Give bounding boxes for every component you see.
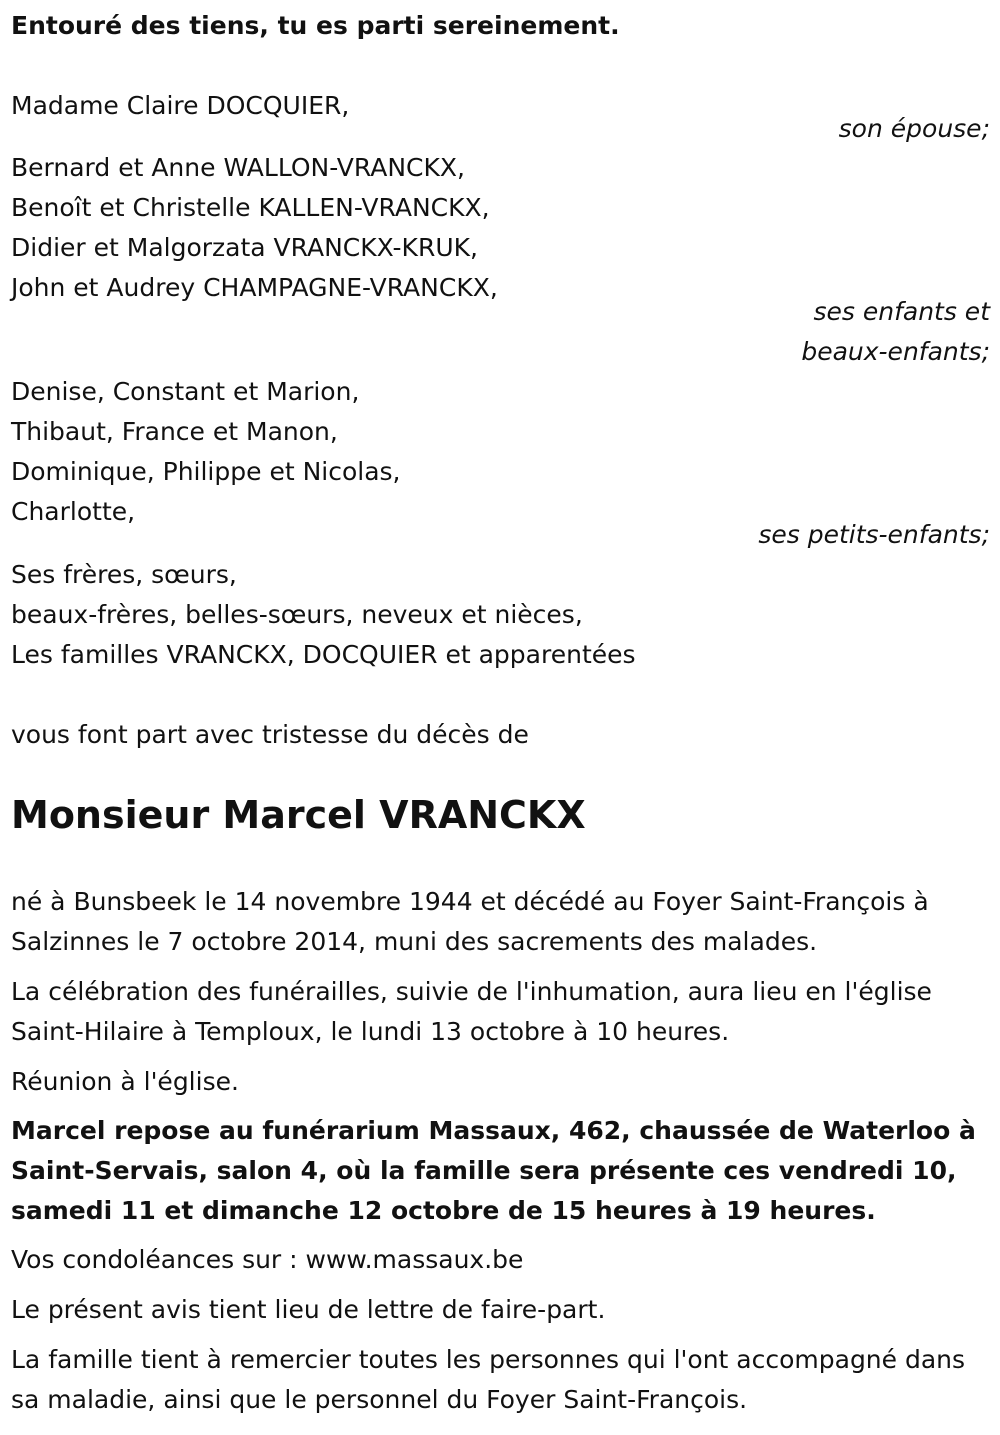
grandchildren-role: ses petits-enfants; [758, 520, 990, 549]
notice-paragraph: Le présent avis tient lieu de lettre de faire-part. [11, 1295, 606, 1324]
ceremony-paragraph: La célébration des funérailles, suivie de l'inhumation, aura lieu en l'église Saint-Hilaire à Temploux, le lundi 13 octobre à 10 heures. [11, 977, 932, 1046]
children-role-line2: beaux-enfants; [801, 337, 990, 366]
meeting-paragraph: Réunion à l'église. [11, 1067, 239, 1096]
grandchild-name: Denise, Constant et Marion, [11, 377, 360, 406]
birth-death-paragraph: né à Bunsbeek le 14 novembre 1944 et décédé au Foyer Saint-François à Salzinnes le 7 octobre 2014, muni des sacrements des malades. [11, 887, 929, 956]
deceased-name: Monsieur Marcel VRANCKX [11, 793, 586, 837]
child-name: Benoît et Christelle KALLEN-VRANCKX, [11, 193, 490, 222]
thanks-paragraph: La famille tient à remercier toutes les personnes qui l'ont accompagné dans sa maladie, ainsi que le personnel du Foyer Saint-François. [11, 1345, 966, 1414]
children-role-line1: ses enfants et [813, 297, 990, 326]
grandchild-name: Thibaut, France et Manon, [11, 417, 338, 446]
grandchild-name: Dominique, Philippe et Nicolas, [11, 457, 401, 486]
grandchild-name: Charlotte, [11, 497, 136, 526]
condolences-paragraph: Vos condoléances sur : www.massaux.be [11, 1245, 524, 1274]
child-name: Didier et Malgorzata VRANCKX-KRUK, [11, 233, 478, 262]
relatives-line: beaux-frères, belles-sœurs, neveux et nièces, [11, 600, 583, 629]
children-block [11, 148, 990, 308]
grandchildren-block [11, 372, 990, 532]
spouse-role: son épouse; [838, 114, 990, 143]
motto-text: Entouré des tiens, tu es parti sereinement. [11, 11, 620, 40]
relatives-line: Les familles VRANCKX, DOCQUIER et apparentées [11, 640, 636, 669]
child-name: Bernard et Anne WALLON-VRANCKX, [11, 153, 465, 182]
spouse-name: Madame Claire DOCQUIER, [11, 91, 350, 120]
announcement [11, 715, 990, 755]
visitation-paragraph: Marcel repose au funérarium Massaux, 462, chaussée de Waterloo à Saint-Servais, salon 4, où la famille sera présente ces vendredi 10, samedi 11 et dimanche 12 octobre de 15 heures à 19 heures. [11, 1116, 976, 1225]
announcement-text: vous font part avec tristesse du décès de [11, 720, 529, 749]
motto [11, 6, 990, 46]
others-block [11, 555, 990, 675]
child-name: John et Audrey CHAMPAGNE-VRANCKX, [11, 273, 498, 302]
relatives-line: Ses frères, sœurs, [11, 560, 237, 589]
